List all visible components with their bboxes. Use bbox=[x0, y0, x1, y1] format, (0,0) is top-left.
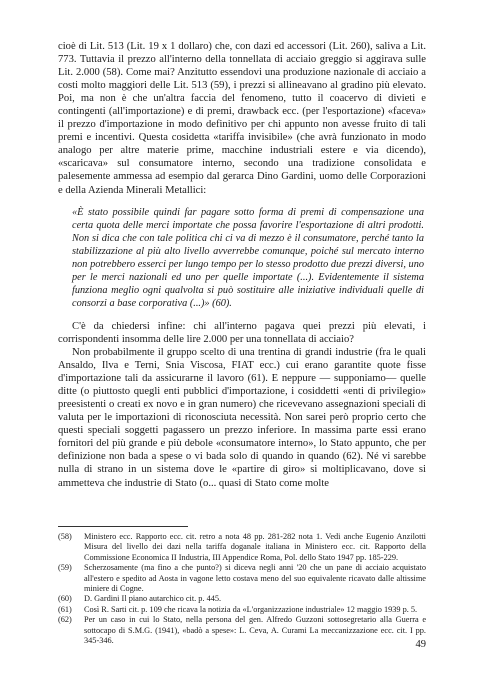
footnote-number: (59) bbox=[58, 563, 72, 573]
footnote-text: Scherzosamente (ma fino a che punto?) si diceva negli anni '20 che un pane di acciaio acquistato all'estero e spedito ad Aosta in vagone letto costava meno del suo equivalente ricavato dalle altissime miniere di Cogne. bbox=[84, 563, 426, 594]
paragraph: Non probabilmente il gruppo scelto di una trentina di grandi industrie (fra le quali Ansaldo, Ilva e Terni, Snia Viscosa, FIAT ecc.) cui erano garantite quote fisse d'importazione tali da assicurarne il lavoro (61). E neppure — supponiamo— quelle ditte (o piuttosto quegli enti pubblici d'importazione, i cosiddetti «enti di privilegio» preesistenti o creati ex novo e in gran numero) che ricevevano assegnazioni speciali di valuta per le importazioni di riconosciuta necessità. Non sarei però proprio certo che questi speciali soggetti pagassero un prezzo inferiore. In massima parte essi erano fornitori del più grande e più debole «consumatore interno», lo Stato appunto, che per definizione non bada a spese o vi bada solo di quando in quando (62). Né vi sarebbe nulla di strano in un sistema dove le «partire di giro» si moltiplicavano, dove si ammetteva che industrie di Stato (o... quasi di Stato come molte bbox=[58, 347, 426, 489]
footnote bbox=[58, 563, 426, 594]
footnote bbox=[58, 615, 426, 646]
footnote-text: Così R. Sarti cit. p. 109 che ricava la notizia da «L'organizzazione industriale» 12 maggio 1939 p. 5. bbox=[84, 604, 418, 614]
footnote-number: (60) bbox=[58, 594, 72, 604]
footnote bbox=[58, 532, 426, 563]
footnotes bbox=[58, 526, 426, 646]
footnote-number: (58) bbox=[58, 532, 72, 541]
paragraph: cioè di Lit. 513 (Lit. 19 x 1 dollaro) che, con dazi ed accessori (Lit. 260), saliva a Lit. 773. Tuttavia il prezzo all'interno della tonnellata di acciaio greggio si aggirava sulle Lit. 2.000 (58). Come mai? Anzitutto essendovi una produzione nazionale di acciaio a costi molto maggiori delle Lit. 513 (59), i prezzi si allineavano al gradino più elevato. Poi, ma non è che un'altra faccia del fenomeno, tutto il coacervo di divieti e contingenti (all'importazione) e di premi, drawback ecc. (per l'esportazione) «faceva» il prezzo d'importazione in modo definitivo per chi appunto non avesse fruito di tali premi e incentivi. Questa cosidetta «tariffa invisibile» (che avrà funzionato in modo analogo per altre materie prime, macchine industriali estere e via dicendo), «scaricava» sul consumatore interno, secondo una tradizione consolidata e palesemente ammessa ad esempio dal gerarca Dino Gardini, uomo delle Corporazioni e della Azienda Minerali Metallici: bbox=[58, 41, 426, 196]
footnote-text: Per un caso in cui lo Stato, nella persona del gen. Alfredo Guzzoni sottosegretario alla Guerra e sottocapo di S.M.G. (1941), «badò a spese»: L. Ceva, A. Curami La meccanizzazione ecc. cit. I pp. 345-346. bbox=[84, 615, 426, 646]
footnote bbox=[58, 594, 426, 604]
footnote-number: (61) bbox=[58, 604, 72, 614]
footnote-divider bbox=[58, 526, 188, 527]
footnote-text: Ministero ecc. Rapporto ecc. cit. retro a nota 48 pp. 281-282 nota 1. Vedi anche Eugenio Anzilotti Misura del livello dei dazi nella tariffa doganale italiana in Ministero ecc. cit. Rapporto della Commissione Economica II Industria, III Appendice Roma, Pol. dello Stato 1947 pp. 185-229. bbox=[84, 532, 426, 562]
footnote-number: (62) bbox=[58, 615, 72, 625]
page-number: 49 bbox=[415, 639, 426, 650]
main-text bbox=[58, 40, 426, 490]
footnote bbox=[58, 605, 426, 615]
block-quote: «È stato possibile quindi far pagare sotto forma di premi di compensazione una certa quota delle merci importate che possa favorire l'esportazione di altri prodotti. Non si dica che con tale politica chi ci va di mezzo è il consumatore, perché tanto la stabilizzazione al più alto livello avverrebbe comunque, poiché sul mercato interno non potrebbero esserci per lungo tempo per lo stesso prodotto due prezzi diversi, uno per le merci nazionali ed uno per quelle importate (...). Evidentemente il sistema funziona meglio ogni qualvolta si può sostituire alle iniziative individuali quelle di consorzi a base corporativa (...)» (60). bbox=[72, 206, 424, 309]
paragraph: C'è da chiedersi infine: chi all'interno pagava quei prezzi più elevati, i corrispondenti insomma delle lire 2.000 per una tonnellata di acciaio? bbox=[58, 320, 426, 345]
footnote-text: D. Gardini Il piano autarchico cit. p. 445. bbox=[84, 594, 222, 604]
